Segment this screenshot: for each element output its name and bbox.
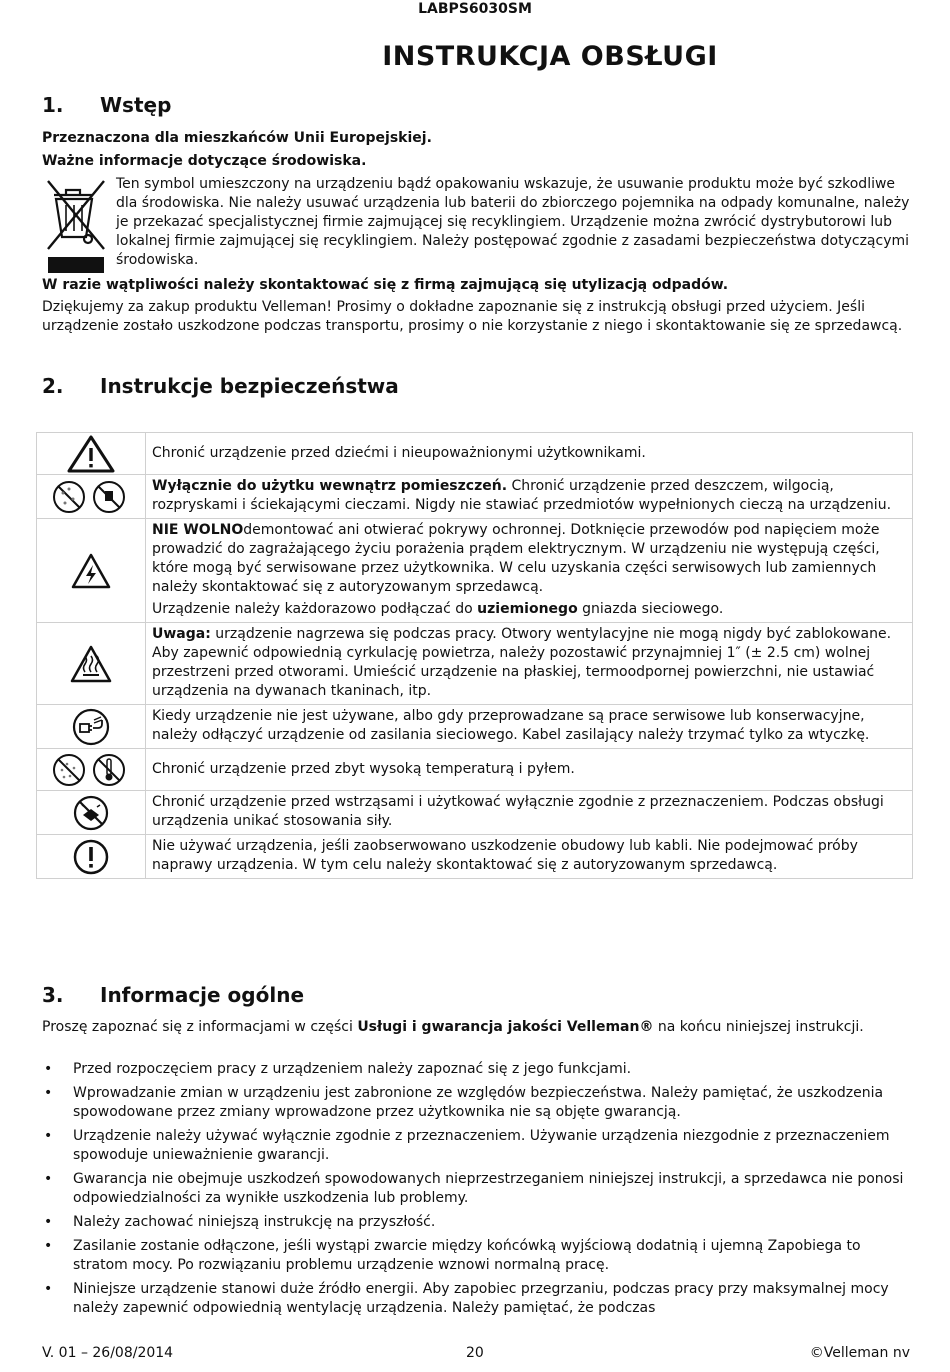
list-item: • Zasilanie zostanie odłączone, jeśli wystąpi zwarcie między końcówką wyjściową dodatnią i ujemną Zapobiega to stratom mocy. Po rozwiązaniu problemu urządzenie wznowi normalną pracę. <box>42 1237 912 1275</box>
weee-notice: Ten symbol umieszczony na urządzeniu bądź opakowaniu wskazuje, że usuwanie produktu może być szkodliwe dla środowiska. Nie należy usuwać urządzenia lub baterii do zbiorczego pojemnika na odpady komunalne, należy je przekazać specjalistycznej firmie zajmującej się recyklingiem. Urządzenie można zwrócić dystrybutorowi lub lokalnej firmie zajmującej się recyklingiem. Należy postępować zgodnie z zasadami bezpieczeństwa dotyczącymi środowiska. <box>116 176 910 268</box>
crossed-out-wheelie-bin-icon <box>44 175 108 275</box>
no-shock-icon <box>37 791 146 835</box>
safety-text: Uwaga: urządzenie nagrzewa się podczas pracy. Otwory wentylacyjne nie mogą nigdy być zablokowane. Aby zapewnić odpowiednią cyrkulację powietrza, należy pozostawić przynajmniej 1″ (± 2.5 cm) wolnej przestrzeni przed otworami. Umieścić urządzenie na płaskiej, termoodpornej powierzchni, nie ustawiać urządzenia na dywanach tkaninach, itp. <box>146 623 913 705</box>
eu-residents-line: Przeznaczona dla mieszkańców Unii Europejskiej. <box>42 130 432 146</box>
list-item: • Niniejsze urządzenie stanowi duże źródło energii. Aby zapobiec przegrzaniu, podczas pracy przy maksymalnej mocy należy zapewnić odpowiednią wentylację urządzenia. Należy pamiętać, że podczas <box>42 1280 912 1318</box>
table-row <box>37 705 913 749</box>
table-row <box>37 623 913 705</box>
document-title: INSTRUKCJA OBSŁUGI <box>382 41 718 72</box>
list-item: • Należy zachować niniejszą instrukcję na przyszłość. <box>42 1213 912 1232</box>
general-info-intro: Proszę zapoznać się z informacjami w części Usługi i gwarancja jakości Velleman® na końcu niniejszej instrukcji. <box>42 1019 864 1035</box>
table-row <box>37 835 913 879</box>
table-row <box>37 791 913 835</box>
footer-page-number: 20 <box>466 1345 484 1361</box>
electric-shock-warning-icon <box>37 519 146 623</box>
section-3-heading <box>42 982 304 1008</box>
safety-text: Kiedy urządzenie nie jest używane, albo gdy przeprowadzane są prace serwisowe lub konserwacyjne, należy odłączyć urządzenie od zasilania sieciowego. Kabel zasilający należy trzymać tylko za wtyczkę. <box>146 705 913 749</box>
thanks-paragraph: Dziękujemy za zakup produktu Velleman! Prosimy o dokładne zapoznanie się z instrukcją obsługi przed użyciem. Jeśli urządzenie zostało uszkodzone podczas transportu, prosimy o nie korzystanie z niego i skontaktowanie się ze sprzedawcą. <box>42 299 903 334</box>
section-number: 1. <box>42 93 64 117</box>
environment-info-line: Ważne informacje dotyczące środowiska. <box>42 153 367 169</box>
safety-text: Nie używać urządzenia, jeśli zaobserwowano uszkodzenie obudowy lub kabli. Nie podejmować próby naprawy urządzenia. W tym celu należy skontaktować się z autoryzowanym sprzedawcą. <box>146 835 913 879</box>
hot-surface-warning-icon <box>37 623 146 705</box>
section-1-heading <box>42 92 171 118</box>
table-row <box>37 433 913 475</box>
list-item: • Urządzenie należy używać wyłącznie zgodnie z przeznaczeniem. Używanie urządzenia niezgodnie z przeznaczeniem spowoduje unieważnienie gwarancji. <box>42 1127 912 1165</box>
table-row <box>37 475 913 519</box>
unplug-icon <box>37 705 146 749</box>
table-row <box>37 749 913 791</box>
safety-text: Chronić urządzenie przed dziećmi i nieupoważnionymi użytkownikami. <box>146 433 913 475</box>
footer-copyright: ©Velleman nv <box>809 1345 910 1361</box>
safety-instructions-table <box>36 432 913 879</box>
safety-text: Wyłącznie do użytku wewnątrz pomieszczeń. Chronić urządzenie przed deszczem, wilgocią, rozpryskami i ściekającymi cieczami. Nigdy nie stawiać przedmiotów wypełnionych cieczą na urządzeniu. <box>146 475 913 519</box>
section-title: Informacje ogólne <box>100 983 305 1007</box>
section-title: Instrukcje bezpieczeństwa <box>100 374 399 398</box>
list-item: • Przed rozpoczęciem pracy z urządzeniem należy zapoznać się z jego funkcjami. <box>42 1060 912 1079</box>
section-number: 2. <box>42 374 64 398</box>
warning-triangle-icon <box>37 433 146 475</box>
footer-version: V. 01 – 26/08/2014 <box>42 1345 174 1361</box>
no-dust-no-heat-icons <box>37 749 146 791</box>
list-item: • Wprowadzanie zmian w urządzeniu jest zabronione ze względów bezpieczeństwa. Należy pamiętać, że uszkodzenia spowodowane przez zmiany wprowadzone przez użytkownika nie są objęte gwarancją. <box>42 1084 912 1122</box>
exclamation-circle-icon <box>37 835 146 879</box>
section-number: 3. <box>42 983 64 1007</box>
list-item: • Gwarancja nie obejmuje uszkodzeń spowodowanych nieprzestrzeganiem niniejszej instrukcji, a sprzedawca nie ponosi odpowiedzialności za wynikłe uszkodzenia lub problemy. <box>42 1170 912 1208</box>
table-row <box>37 519 913 623</box>
safety-text: Chronić urządzenie przed zbyt wysoką temperaturą i pyłem. <box>146 749 913 791</box>
model-number: LABPS6030SM <box>418 1 532 17</box>
safety-text: Chronić urządzenie przed wstrząsami i użytkować wyłącznie zgodnie z przeznaczeniem. Podczas obsługi urządzenia unikać stosowania siły. <box>146 791 913 835</box>
section-title: Wstęp <box>100 93 172 117</box>
doubt-contact-line: W razie wątpliwości należy skontaktować się z firmą zajmującą się utylizacją odpadów. <box>42 277 729 293</box>
general-info-list <box>42 1060 912 1323</box>
section-2-heading <box>42 373 399 399</box>
safety-text: NIE WOLNOdemontować ani otwierać pokrywy ochronnej. Dotknięcie przewodów pod napięciem może prowadzić do zagrażającego życiu porażenia prądem elektrycznym. W urządzeniu nie występują części, które mogą być serwisowane przez użytkownika. W celu uzyskania części serwisowych lub zamiennych należy skontaktować się z autoryzowanym sprzedawcą. Urządzenie należy każdorazowo podłączać do uziemionego gniazda sieciowego. <box>146 519 913 623</box>
no-rain-no-splash-icons <box>37 475 146 519</box>
